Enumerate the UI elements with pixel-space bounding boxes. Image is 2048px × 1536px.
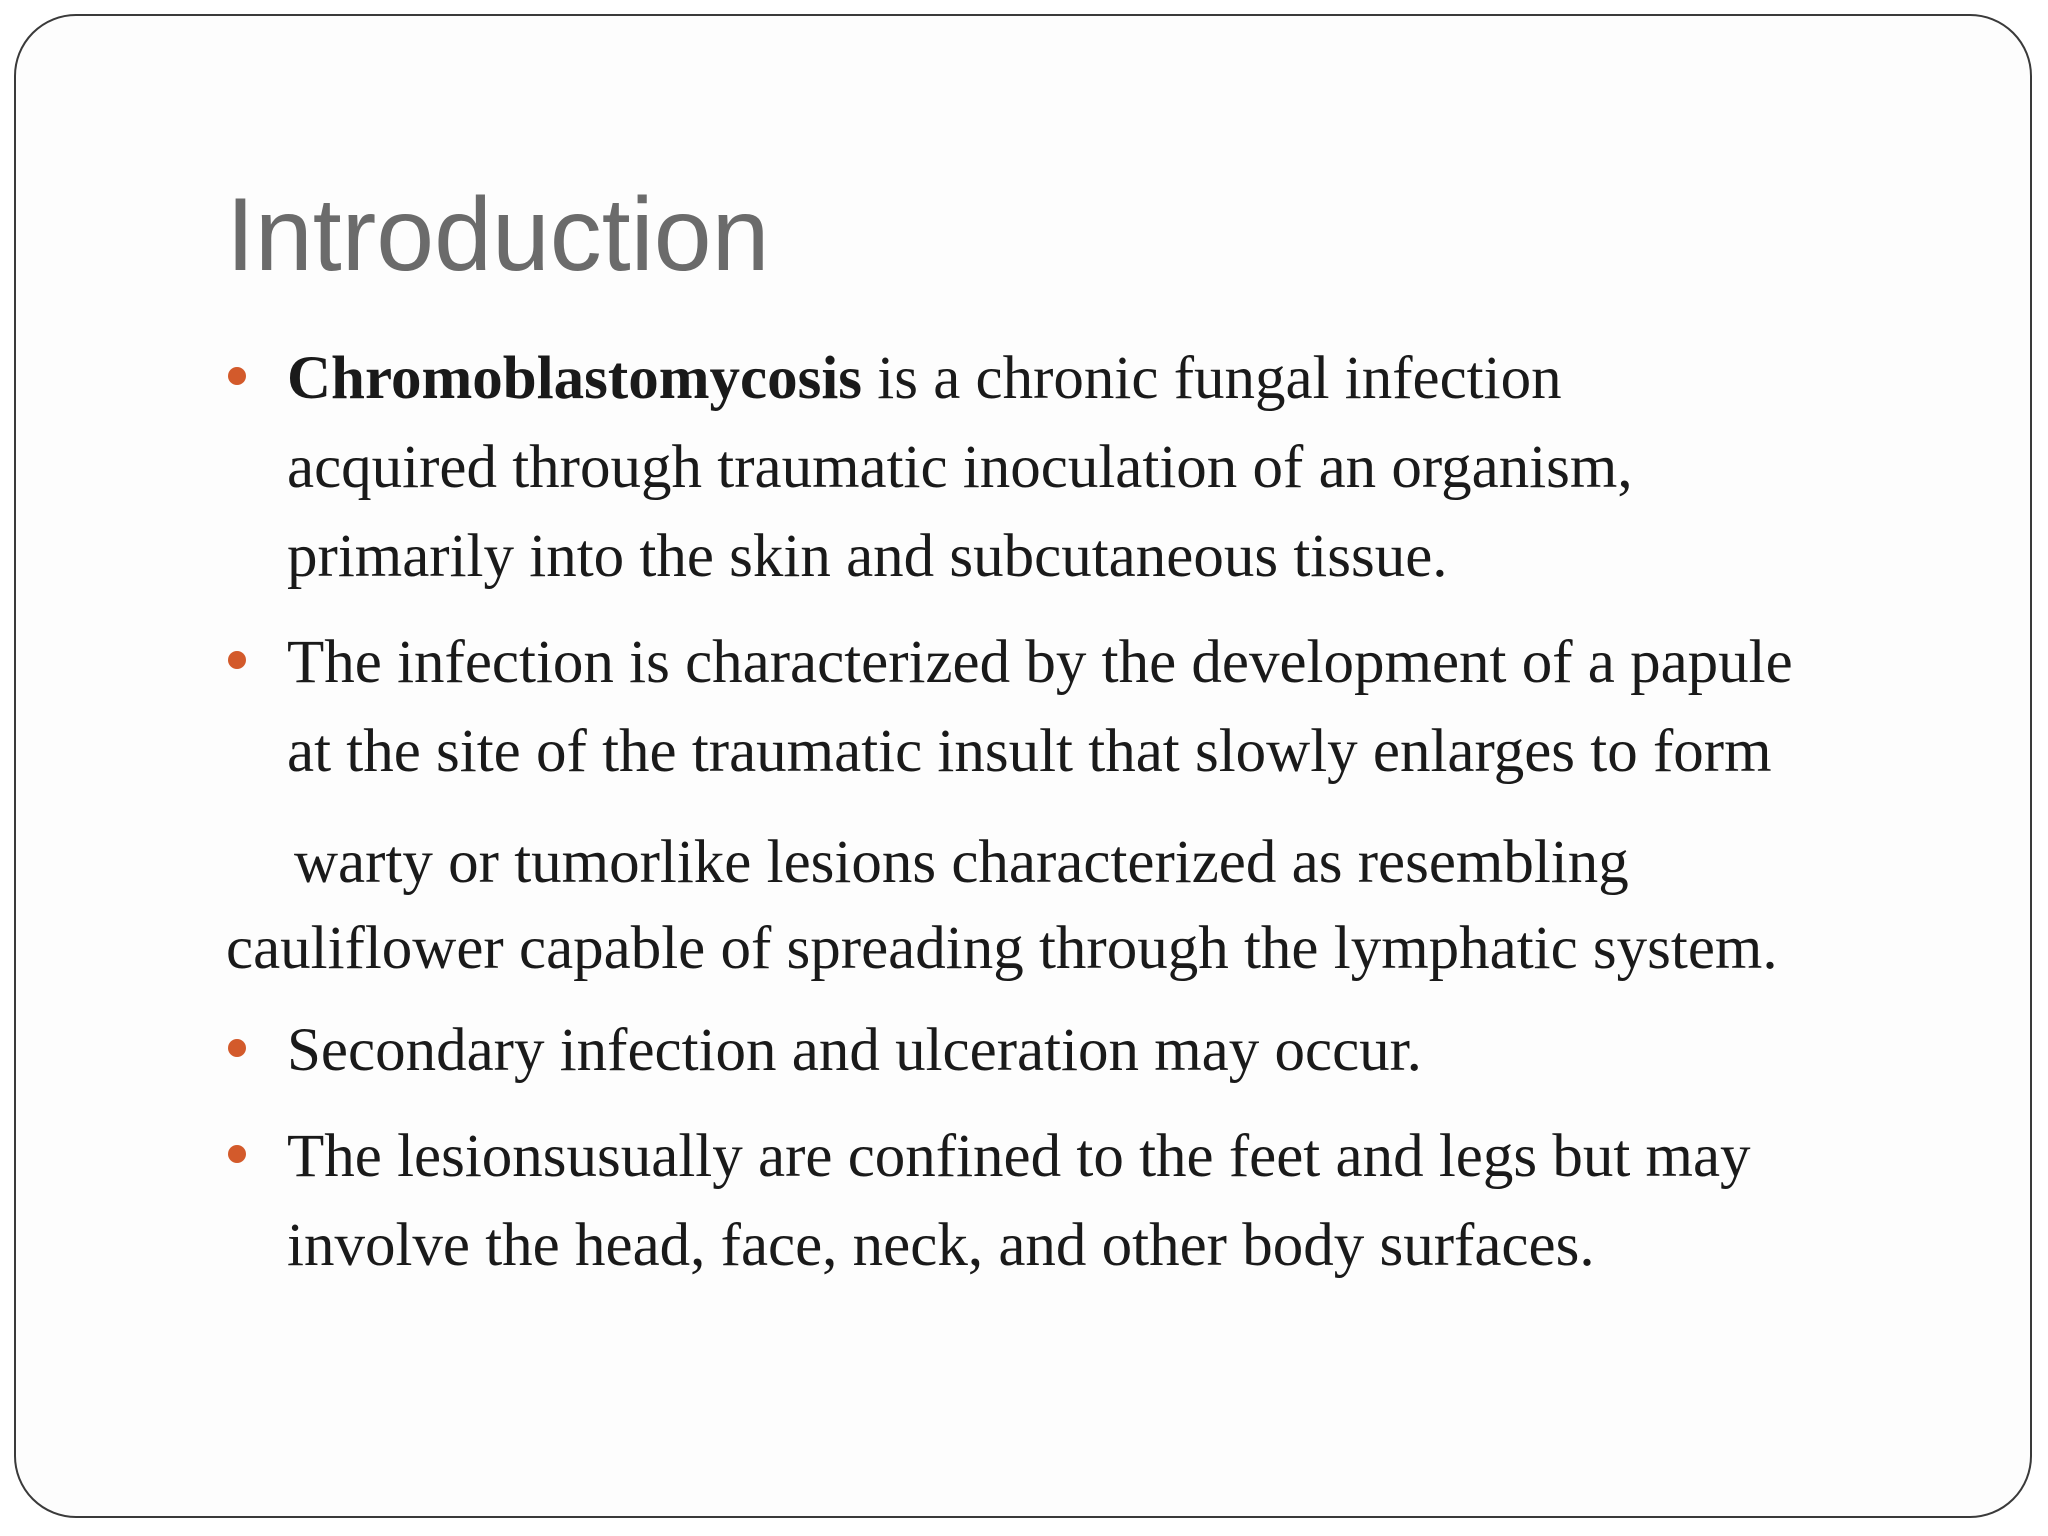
bullet-marker — [228, 1039, 246, 1057]
bullet-line: primarily into the skin and subcutaneous tissue. — [287, 523, 1448, 590]
bullet-lead-term: Chromoblastomycosis — [287, 345, 863, 412]
slide-title: Introduction — [226, 177, 770, 293]
bullet-line — [287, 334, 1633, 423]
continuation-line: cauliflower capable of spreading through the lymphatic system. — [226, 915, 1778, 982]
bullet-item — [287, 1006, 1422, 1095]
bullet-line: Secondary infection and ulceration may occur. — [287, 1017, 1422, 1084]
bullet-line: The lesionsusually are confined to the feet and legs but may — [287, 1123, 1751, 1190]
bullet-marker — [228, 651, 246, 669]
continuation-line: warty or tumorlike lesions characterized as resembling — [294, 829, 1629, 896]
bullet-marker — [228, 367, 246, 385]
bullet-line-rest: is a chronic fungal infection — [862, 345, 1562, 412]
bullet-item — [287, 618, 1793, 796]
bullet-line: acquired through traumatic inoculation of an organism, — [287, 434, 1633, 501]
bullet-line: The infection is characterized by the development of a papule — [287, 629, 1793, 696]
bullet-line: involve the head, face, neck, and other body surfaces. — [287, 1212, 1595, 1279]
bullet-line: at the site of the traumatic insult that slowly enlarges to form — [287, 718, 1772, 785]
bullet-item — [287, 334, 1633, 601]
bullet-marker — [228, 1145, 246, 1163]
bullet-item — [287, 1112, 1751, 1290]
